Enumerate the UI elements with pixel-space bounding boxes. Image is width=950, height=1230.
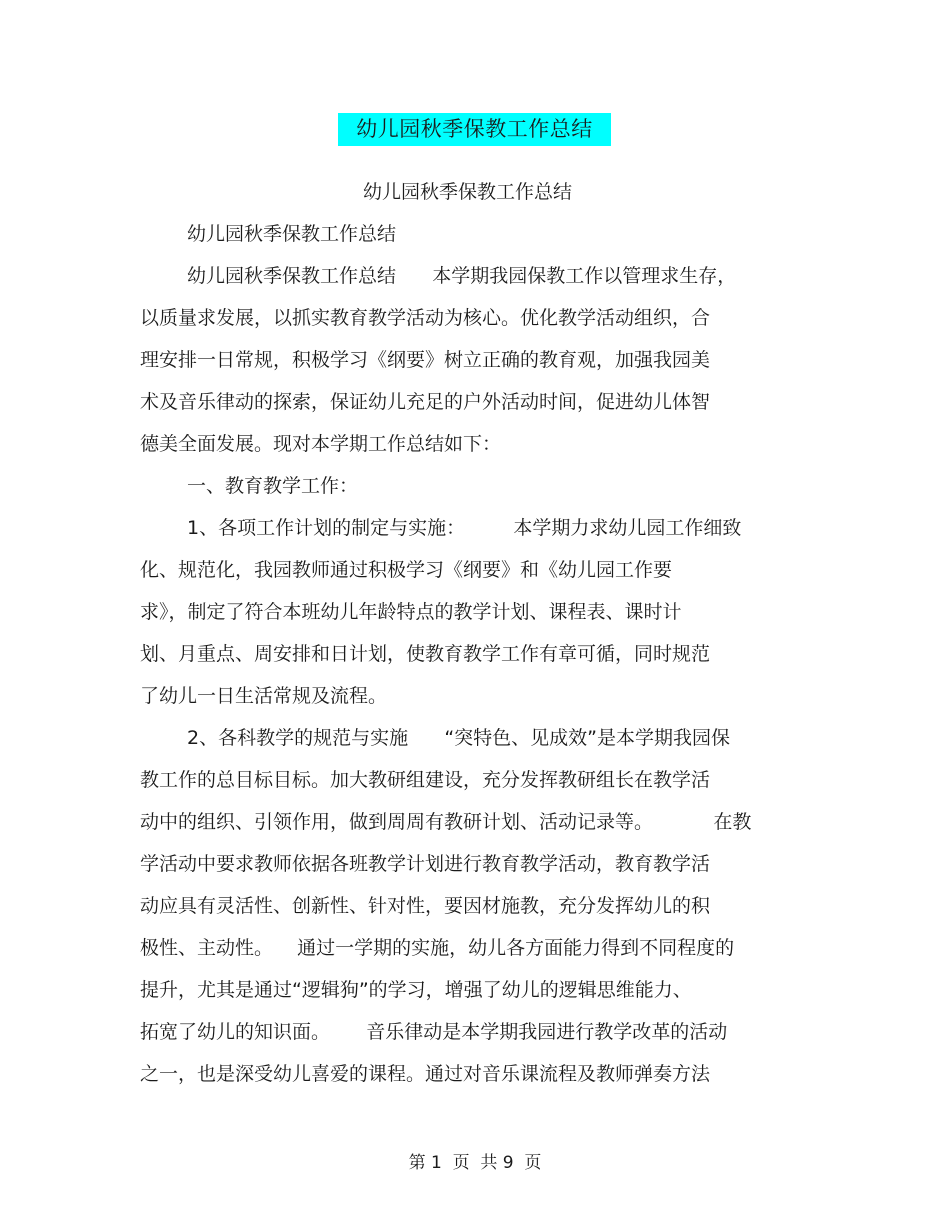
- document-title: 幼儿园秋季保教工作总结: [338, 113, 611, 146]
- text-line: 求》，制定了符合本班幼儿年龄特点的教学计划、课程表、课时计: [140, 601, 682, 623]
- text-line: 术及音乐律动的探索，保证幼儿充足的户外活动时间，促进幼儿体智: [140, 391, 711, 413]
- document-subtitle: 幼儿园秋季保教工作总结: [362, 181, 572, 203]
- text-line: 划、月重点、周安排和日计划，使教育教学工作有章可循，同时规范: [140, 643, 711, 665]
- text-line: 教工作的总目标目标。加大教研组建设，充分发挥教研组长在教学活: [140, 769, 711, 791]
- text-line: 以质量求发展，以抓实教育教学活动为核心。优化教学活动组织，合: [140, 307, 711, 329]
- text-line: 理安排一日常规，积极学习《纲要》树立正确的教育观，加强我园美: [140, 349, 711, 371]
- text-line: 了幼儿一日生活常规及流程。: [140, 685, 388, 707]
- text-line: 一、教育教学工作：: [187, 475, 359, 497]
- text-line: 幼儿园秋季保教工作总结: [187, 223, 397, 245]
- document-body: [140, 217, 800, 1099]
- text-line: 拓宽了幼儿的知识面。 音乐律动是本学期我园进行教学改革的活动: [140, 1021, 728, 1043]
- text-line: 动中的组织、引领作用，做到周周有教研计划、活动记录等。 在教: [140, 811, 752, 833]
- text-line: 极性、主动性。 通过一学期的实施，幼儿各方面能力得到不同程度的: [140, 937, 735, 959]
- text-line: 动应具有灵活性、创新性、针对性，要因材施教，充分发挥幼儿的积: [140, 895, 711, 917]
- text-line: 2、各科教学的规范与实施 “突特色、见成效”是本学期我园保: [187, 727, 731, 749]
- text-line: 提升，尤其是通过“逻辑狗”的学习，增强了幼儿的逻辑思维能力、: [140, 979, 692, 1001]
- text-line: 化、规范化，我园教师通过积极学习《纲要》和《幼儿园工作要: [140, 559, 673, 581]
- text-line: 幼儿园秋季保教工作总结 本学期我园保教工作以管理求生存，: [187, 265, 737, 287]
- page-footer: [0, 1150, 950, 1176]
- text-line: 1、各项工作计划的制定与实施： 本学期力求幼儿园工作细致: [187, 517, 742, 539]
- text-line: 之一，也是深受幼儿喜爱的课程。通过对音乐课流程及教师弹奏方法: [140, 1063, 711, 1085]
- text-line: 德美全面发展。现对本学期工作总结如下：: [140, 433, 502, 455]
- text-line: 学活动中要求教师依据各班教学计划进行教育教学活动，教育教学活: [140, 853, 711, 875]
- page-number: 第 1 页 共 9 页: [408, 1153, 542, 1173]
